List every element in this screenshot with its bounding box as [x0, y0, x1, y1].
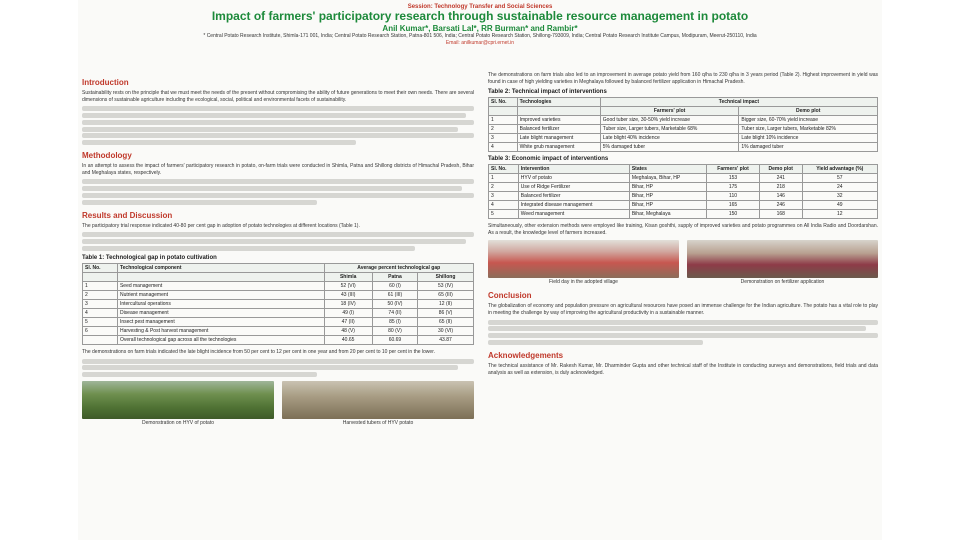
table-cell: 1: [489, 116, 518, 125]
poster: [78, 0, 882, 540]
after-table-text-lines: [82, 359, 474, 378]
table-cell: Balanced fertilizer: [518, 192, 629, 201]
table-cell: 4: [83, 308, 118, 317]
table-cell: Insect pest management: [117, 317, 324, 326]
table-cell: Bihar, Meghalaya: [629, 210, 706, 219]
methodology-heading: Methodology: [82, 151, 132, 161]
results-text-lines: [82, 232, 474, 251]
table-cell: 53 (IV): [418, 281, 474, 290]
authors: Anil Kumar*, Barsati Lal*, RR Burman* and Rambir*: [382, 24, 578, 33]
conclusion-heading: Conclusion: [488, 291, 532, 301]
table-cell: 12: [802, 210, 877, 219]
table1-subheader-blank: [83, 272, 118, 281]
table-cell: White grub management: [517, 143, 600, 152]
table-cell: 2: [489, 125, 518, 134]
after-table-text: The demonstrations on farm trials indicated the late blight incidence from 50 per cent to 12 per cent in one year and from 20 per cent to 10 per cent in the lower.: [82, 348, 435, 355]
table-cell: 150: [707, 210, 760, 219]
table1-header-slno: Sl. No.: [83, 263, 118, 272]
right-intro-text: The demonstrations on farm trials also led to an improvement in average potato yield from 160 q/ha to 230 q/ha in 3 years period (Table 2). Highest improvement in yield was found in case of high yielding varieties in Meghalaya followed by balanced fertilizer application in Himachal Pradesh.: [488, 72, 878, 85]
table-row: [489, 125, 878, 134]
table-row: [489, 143, 878, 152]
table-cell: Tuber size, Larger tubers, Marketable 82%: [739, 125, 878, 134]
table3-body: [489, 174, 878, 219]
table-cell: 5: [83, 317, 118, 326]
table-cell: Meghalaya, Bihar, HP: [629, 174, 706, 183]
table-cell: Nutrient management: [117, 290, 324, 299]
table-cell: 61 (III): [372, 290, 417, 299]
table-cell: 5: [489, 210, 519, 219]
table-row: [83, 281, 474, 290]
table-cell: 47 (II): [324, 317, 372, 326]
table-cell: Balanced fertilizer: [517, 125, 600, 134]
table-cell: 49 (I): [324, 308, 372, 317]
table2-header-impact: Technical impact: [600, 98, 877, 107]
table2-subheader-demo: Demo plot: [739, 107, 878, 116]
table-header-cell: Yield advantage (%): [802, 165, 877, 174]
table-cell: 1: [83, 281, 118, 290]
table-cell: 241: [759, 174, 802, 183]
table-cell: Tuber size, Larger tubers, Marketable 68%: [600, 125, 739, 134]
table-cell: Late blight 40% incidence: [600, 134, 739, 143]
table-cell: Weed management: [518, 210, 629, 219]
table-cell: 5% damaged tuber: [600, 143, 739, 152]
poster-header: [78, 4, 882, 46]
table-cell: Use of Ridge Fertilizer: [518, 183, 629, 192]
table-cell: 4: [489, 201, 519, 210]
table-cell: 49: [802, 201, 877, 210]
table2-body: [489, 116, 878, 152]
table-cell: 2: [489, 183, 519, 192]
table2-header-slno: Sl. No.: [489, 98, 518, 107]
table-cell: Intercultural operations: [117, 299, 324, 308]
table-cell: 43 (III): [324, 290, 372, 299]
table-cell: HYV of potato: [518, 174, 629, 183]
photo-demonstration: [82, 381, 274, 426]
table-cell: 60.69: [372, 335, 417, 344]
conclusion-text: The globalization of economy and population pressure on agricultural resources have posed an immense challenge for the Indian agriculture. The potato has a vital role to play in meeting the challenge by way of improving the agricultural productivity in a sustainable manner.: [488, 303, 878, 316]
table-cell: 24: [802, 183, 877, 192]
table-row: [489, 183, 878, 192]
left-column: [82, 72, 474, 426]
table-row: [489, 192, 878, 201]
results-text: The participatory trial response indicated 40-80 per cent gap in adoption of potato technologies at different locations (Table 1).: [82, 222, 360, 229]
table-cell: 18 (IV): [324, 299, 372, 308]
table2-caption: Table 2: Technical impact of interventions: [488, 89, 607, 96]
table1-body: [83, 281, 474, 344]
table-cell: Improved varieties: [517, 116, 600, 125]
photo-caption: Demonstration on fertilizer application: [740, 279, 825, 286]
table-cell: 60 (I): [372, 281, 417, 290]
table-cell: 30 (VI): [418, 326, 474, 335]
methodology-text: In an attempt to assess the impact of farmers' participatory research in potato, on-farm trials were conducted in Shimla, Patna and Shillong districts of Himachal Pradesh, Bihar and Meghalaya states, respectively.: [82, 163, 474, 176]
table-cell: Disease management: [117, 308, 324, 317]
table-row: [83, 326, 474, 335]
table1: [82, 263, 474, 345]
conclusion-text-lines: [488, 320, 878, 345]
table-cell: 3: [489, 192, 519, 201]
table-cell: Bihar, HP: [629, 183, 706, 192]
table-cell: 6: [83, 326, 118, 335]
table-cell: 74 (II): [372, 308, 417, 317]
table-cell: 218: [759, 183, 802, 192]
table-cell: 146: [759, 192, 802, 201]
table-cell: 153: [707, 174, 760, 183]
methodology-text-lines: [82, 179, 474, 204]
table1-subheader-blank: [117, 272, 324, 281]
table-cell: 246: [759, 201, 802, 210]
right-mid-text: Simultaneously, other extension methods were employed like training, Kisan goshthi, supply of improved varieties and potato programmes on All India Radio and Doordarshan. As a result, the knowledge level of farmers increased.: [488, 223, 878, 236]
table-cell: 3: [489, 134, 518, 143]
right-photos: [488, 240, 878, 285]
table-cell: 40.65: [324, 335, 372, 344]
table-cell: 57: [802, 174, 877, 183]
table3-caption: Table 3: Economic impact of interventions: [488, 156, 609, 163]
table-cell: Bihar, HP: [629, 192, 706, 201]
table-cell: Late blight management: [517, 134, 600, 143]
table-cell: [83, 335, 118, 344]
session-theme: Session: Technology Transfer and Social Sciences: [407, 4, 553, 10]
table-cell: 12 (II): [418, 299, 474, 308]
table-header-cell: States: [629, 165, 706, 174]
table-cell: 1: [489, 174, 519, 183]
left-photos: [82, 381, 474, 426]
table-cell: 65 (II): [418, 317, 474, 326]
table-cell: 65 (III): [418, 290, 474, 299]
table-cell: 175: [707, 183, 760, 192]
table-cell: 43.87: [418, 335, 474, 344]
poster-title: Impact of farmers' participatory research through sustainable resource management in potato: [211, 9, 749, 23]
table-cell: 80 (V): [372, 326, 417, 335]
table1-subheader-shillong: Shillong: [418, 272, 474, 281]
table-cell: 48 (V): [324, 326, 372, 335]
table-cell: Overall technological gap across all the technologies: [117, 335, 324, 344]
table-row: [83, 308, 474, 317]
table1-caption: Table 1: Technological gap in potato cultivation: [82, 254, 217, 261]
table-row: [489, 210, 878, 219]
table2-subheader-blank: [517, 107, 600, 116]
table2: [488, 97, 878, 152]
table1-header-gap: Average percent technological gap: [324, 263, 474, 272]
table-cell: 2: [83, 290, 118, 299]
table-header-cell: Demo plot: [759, 165, 802, 174]
table-cell: Bigger size, 60-70% yield increase: [739, 116, 878, 125]
acknowledgements-heading: Acknowledgements: [488, 350, 564, 360]
table-cell: 168: [759, 210, 802, 219]
table1-header-component: Technological component: [117, 263, 324, 272]
photo-caption: Demonstration on HYV of potato: [142, 420, 214, 427]
table-cell: 110: [707, 192, 760, 201]
table-cell: Late blight 10% incidence: [739, 134, 878, 143]
potato-field-image: [82, 381, 274, 419]
table-cell: Harvesting & Post harvest management: [117, 326, 324, 335]
table-cell: 1% damaged tuber: [739, 143, 878, 152]
table-cell: 165: [707, 201, 760, 210]
table-row: [83, 317, 474, 326]
fertilizer-demo-image: [687, 240, 878, 278]
table3-header-row: [489, 165, 878, 174]
table-header-cell: Intervention: [518, 165, 629, 174]
introduction-text-lines: [82, 106, 474, 145]
affiliations: * Central Potato Research Institute, Shimla-171 001, India; Central Potato Research Station, Patna-801 506, India; Central Potato Research Station, Shillong-793009, India; Central Potato Research Institute Campus, Modipuram, Meerut-250110, India: [203, 33, 757, 39]
table-cell: Seed management: [117, 281, 324, 290]
table-row: [83, 290, 474, 299]
table-cell: Integrated disease management: [518, 201, 629, 210]
photo-harvest: [282, 381, 474, 426]
photo-field-day: [488, 240, 679, 285]
table2-subheader-blank: [489, 107, 518, 116]
table1-subheader-patna: Patna: [372, 272, 417, 281]
acknowledgements-text: The technical assistance of Mr. Rakesh Kumar, Mr. Dharminder Gupta and other technical staff of the Institute in conducting surveys and demonstrations, field trials and data analysis as well as extension, is duly acknowledged.: [488, 362, 878, 376]
table-row: [83, 299, 474, 308]
right-column: [488, 72, 878, 379]
photo-caption: Harvested tubers of HYV potato: [342, 420, 414, 427]
table2-header-technologies: Technologies: [517, 98, 600, 107]
table-cell: Good tuber size, 30-50% yield increase: [600, 116, 739, 125]
results-heading: Results and Discussion: [82, 210, 173, 220]
table-cell: 32: [802, 192, 877, 201]
table-cell: 3: [83, 299, 118, 308]
email: Email: anilkumar@cpri.ernet.in: [445, 40, 515, 46]
table3: [488, 164, 878, 219]
table-header-cell: Farmers' plot: [707, 165, 760, 174]
table-row: [489, 174, 878, 183]
table2-subheader-farmers: Farmers' plot: [600, 107, 739, 116]
table-row: [489, 134, 878, 143]
table-row: [83, 335, 474, 344]
table-row: [489, 116, 878, 125]
introduction-text: Sustainability rests on the principle that we must meet the needs of the present without compromising the ability of future generations to meet their own needs. There are several dimensions of sustainable agriculture including the ecological, social, political and environmental facets of sustainability.: [82, 90, 474, 103]
table-cell: 85 (I): [372, 317, 417, 326]
table-cell: 52 (VI): [324, 281, 372, 290]
table-cell: 4: [489, 143, 518, 152]
table1-subheader-shimla: Shimla: [324, 272, 372, 281]
field-day-image: [488, 240, 679, 278]
table-cell: Bihar, HP: [629, 201, 706, 210]
table-cell: 86 (V): [418, 308, 474, 317]
introduction-heading: Introduction: [82, 78, 129, 87]
photo-fertilizer: [687, 240, 878, 285]
table-header-cell: Sl. No.: [489, 165, 519, 174]
photo-caption: Field day in the adopted village: [549, 279, 618, 286]
table-row: [489, 201, 878, 210]
table-cell: 50 (IV): [372, 299, 417, 308]
harvested-tubers-image: [282, 381, 474, 419]
